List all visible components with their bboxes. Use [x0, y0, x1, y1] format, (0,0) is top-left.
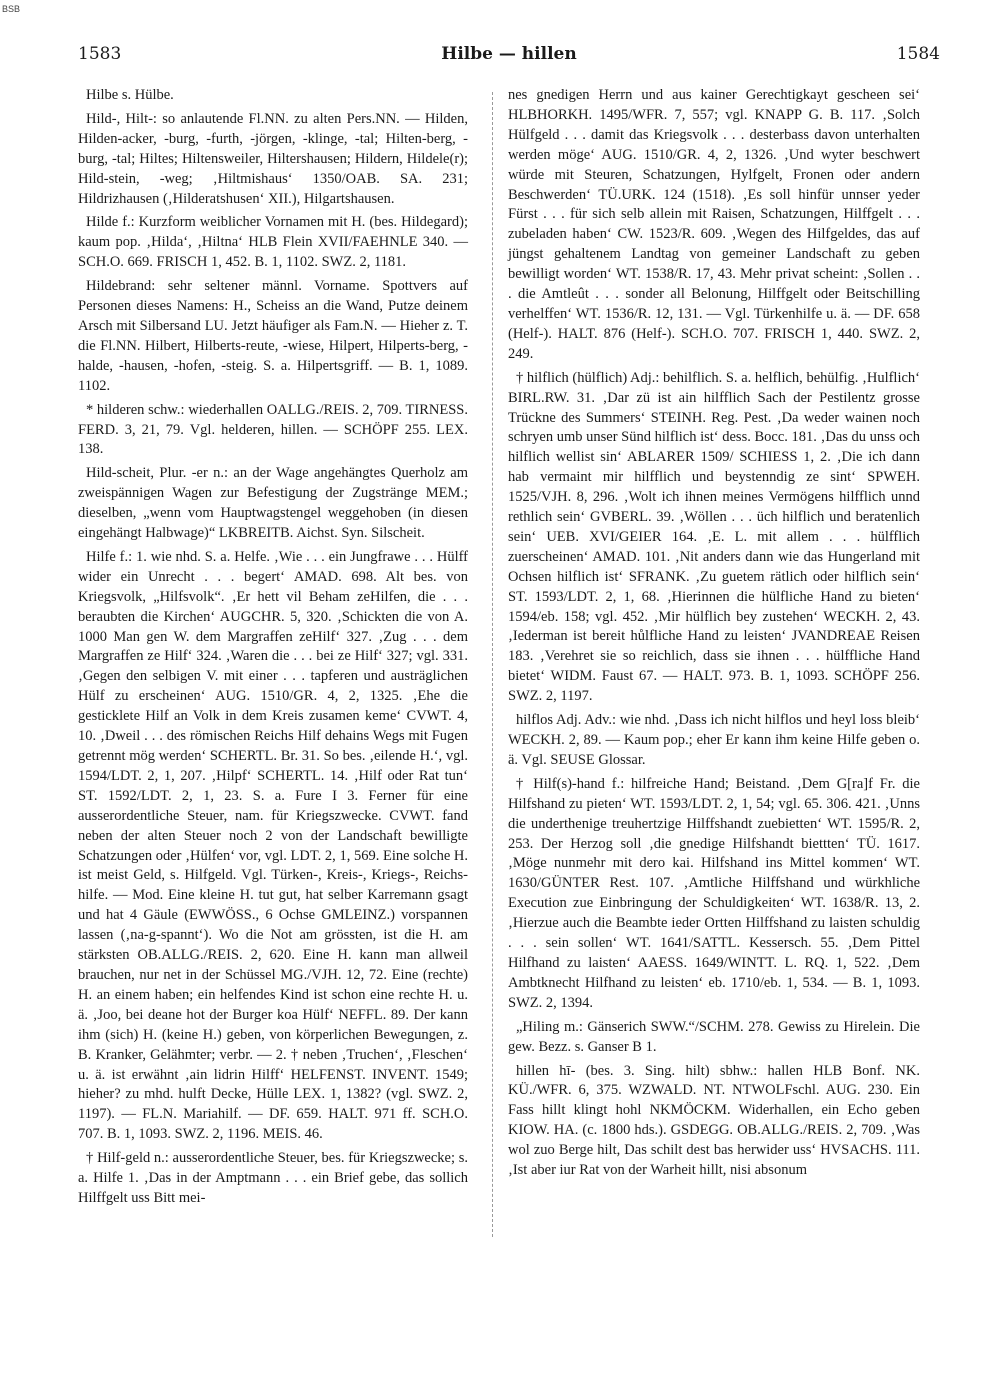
entry-hilfs-hand: † Hilf(s)-hand f.: hilfreiche Hand; Beistand. ‚Dem G[ra]f Fr. die Hilfshand zu pieten‘ WT. 1593/LDT. 2, 1, 54; vgl. 65. 306. 421. ‚Unns die underthenige treuhertzige Hilffshandt zuebietten‘ WT. 1595/R. 2, 253. Der Herzog soll ‚die gnedige Hilfshandt biettten‘ TÜ. 1617. ‚Möge nunmehr mit dero kai. Hilfshand ins Mittel kommen‘ WT. 1630/GÜNTER Rest. 107. ‚Amtliche Hilffshand und würkhliche Execution zue Einbringung der Schuldigkeiten‘ WT. 1638/R. 13, 2. ‚Hierzue auch die Beambte ieder Ortten Hilffshand zu laisten schuldig . . . sein sollen‘ WT. 1641/SATTL. Kessersch. 55. ‚Dem Pittel Hilfhand zu laisten‘ AAESS. 1649/WINTT. L. RQ. 1, 522. ‚Dem Ambtknecht Hilfhand zu leisten‘ eb. 1710/eb. 1, 534. — B. 1, 1093. SWZ. 2, 1394.	[508, 775, 920, 1011]
entry-hilflich: † hilflich (hülflich) Adj.: behilflich. S. a. helflich, behülfig. ‚Hulflich‘ BIRL.RW. 31. ‚Dar zü ist ain hilfflich Sach der Pestilentz grosse Trückne des Summers‘ STEINH. Reg. Pest. ‚Da weder wainen noch schryen umb unser Sünd hilflich ist‘ dess. Bocc. 181. ‚Das du unss och hilflich wellist sin‘ ABLARER 1509/ SCHIESS 1, 2. ‚Die ich dann hab vermaint mir hilfflich und beystenndig ze sint‘ SPWEH. 1525/VJH. 8, 296. ‚Wolt ich ihnen meines Vermögens hilfflich unnd rethlich sein‘ GVBERL. 39. ‚Wöllen . . . üch hilflich und beratenlich sein‘ UEB. XVI/GEIER 164. ‚E. L. mit allem . . . hülfflich zuerscheinen‘ AMAD. 101. ‚Nit anders dann wie das Hungerland mit Ochsen hilflich ist‘ SFRANK. ‚Zu guetem rätlich oder hilflich sein‘ ST. 1593/LDT. 2, 1, 68. ‚Hierinnen die hülfliche Hand zu bieten‘ 1594/eb. 158; vgl. 452. ‚Mir hülflich bey zustehen‘ WECKH. 2, 43. ‚Iederman ist bereit hůlfliche Hand zu leisten‘ JVANDREAE Reisen 183. ‚Verehret sie so reichlich, dass sie ihnen . . . hülffliche Hand bietet‘ WIDM. Faust 67. — HALT. 973. B. 1, 1093. SCHÖPF 256. SWZ. 2, 1197.	[508, 369, 920, 705]
entry-hilf-geld-continued: nes gnedigen Herrn und aus kainer Gerechtigkayt gescheen sei‘ HLBHORKH. 1495/WFR. 7, 557; vgl. KNAPP G. B. 117. ‚Solch Hülfgeld . . . damit das Kriegsvolk . . . desterbass davon unterhalten werden möge‘ AUG. 1510/GR. 4, 2, 1326. ‚Und wyter beschwert würde mit Steuren, Schatzungen, Hylfgelt, Fronen oder andern Beschwerden‘ TÜ.URK. 124 (1518). ‚Es soll hinfür unnser yeder Fürst . . . für sich selb allein mit Raisen, Schatzungen, Hilffgelt . . . zubeladen haben‘ CW. 1523/R. 609. ‚Wegen des Hilfgeldes, das auf jüngst gehaltenem Landtag von gemeiner Landschaft zu geben bewilligt worden‘ WT. 1538/R. 17, 43. Mehr privat scheint: ‚Sollen . . . die Amtleût . . . sonder all Belonung, Hilffgelt oder Beitschilling verhelffen‘ WT. 1536/R. 12, 131. — Vgl. Türkenhilfe u. ä. — DF. 658 (Helf-). HALT. 876 (Helf-). SCH.O. 707. FRISCH 1, 440. SWZ. 2, 249.	[508, 87, 920, 362]
entry-hillen: hillen hī- (bes. 3. Sing. hilt) sbhw.: hallen HLB Bonf. NK. KÜ./WFR. 6, 375. WZWALD. NT. NTWOLFschl. AUG. 230. Ein Fass hillt klingt hohl NKMÖCKM. Widerhallen, ein Echo geben KIOW. HA. (c. 1800 hds.). GSDEGG. OB.ALLG./REIS. 2, 709. ‚Was wol zuo Berge hilt, Das schilt dest bas herwider uss‘ HVSACHS. 111. ‚Ist aber iur Rat von der Warheit hillt, nisi absonum	[508, 1062, 920, 1179]
entry-hilbe: Hilbe s. Hülbe.	[86, 87, 174, 103]
entry-hilfe: Hilfe f.: 1. wie nhd. S. a. Helfe. ‚Wie . . . ein Jungfrawe . . . Hülff wider ein Unrecht . . . begert‘ AMAD. 698. Alt bes. von Kriegsvolk, „Hilfsvolk“. ‚Er hett vil Beham zeHilfen, die . . . beraubten die Kirchen‘ AUGCHR. 5, 320. ‚Schickten die von A. 1000 Man gen W. dem Margraffen zeHilf‘ 327. ‚Zug . . . dem Margraffen ze Hilf‘ 324. ‚Waren die . . . bei ze Hilf‘ 327; vgl. 331. ‚Gegen den selbigen V. mit einer . . . tapferen und austräglichen Hülf zu erscheinen‘ AUG. 1510/GR. 4, 2, 1325. ‚Ehe die gesticklete Hilf an Volk in dem Kreis zusamen keme‘ CVWT. 4, 10. ‚Dweil . . . des römischen Reichs Hilf dehains Wegs mit Fugen getrennt mög werden‘ SCHERTL. Br. 31. So bes. ‚eilende H.‘, vgl. 1594/LDT. 2, 1, 207. ‚Hilpf‘ SCHERTL. 14. ‚Hilf oder Rat tun‘ ST. 1592/LDT. 2, 1, 23. S. a. Fure I 3. Ferner für eine ausserordentliche Steuer, nam. für Kriegszwecke. CVWT. fand neben der alten Steuer noch 2 von der Landschaft bewilligte Schatzungen oder ‚Hülfen‘ vor, vgl. LDT. 2, 1, 569. Eine solche H. ist meist Geld, s. Hilfgeld. Vgl. Türken-, Kreis-, Kriegs-, Reichs-hilfe. — Mod. Eine kleine H. tut gut, hat selber Karremann gsagt und hat 4 Gäule (EWWÖSS., 6 Ochse GMLEINZ.) vorspannen lassen (‚na-g-spannt‘). Wo die Not am grössten, ist die H. am stärksten OB.ALLG./REIS. 2, 620. Eine H. kann man allweil brauchen, nur net in der Schüssel MG./VJH. 12, 72. Eine (rechte) H. an einem haben; ein helfendes Kind ist schon eine rechte H. u. ä. ‚Joo, bei deane hot der Burger koa Hülf‘ NEFFL. 89. Der kann ihm (sich) H. (keine H.) geben, von körperlichen Bewegungen, z. B. Kranker, Gelähmter; verbr. — 2. † neben ‚Truchen‘, ‚Fleschen‘ u. ä. ist erwähnt ‚ain lidrin Hilff‘ HELFENST. INVENT. 1549; hieher? zu mhd. hulft Decke, Hülle LEX. 1, 1382? (vgl. SWZ. 2, 1197). — FL.N. Mariahilf. — DF. 659. HALT. 971 ff. SCH.O. 707. B. 1, 1093. SWZ. 2, 1196. MEIS. 46.	[78, 548, 468, 1143]
entry-hilderen: * hilderen schw.: wiederhallen OALLG./REIS. 2, 709. TIRNESS. FERD. 3, 21, 79. Vgl. helderen, hillen. — SCHÖPF 255. LEX. 138.	[78, 401, 468, 458]
column-divider	[492, 92, 493, 1237]
running-head	[78, 44, 940, 74]
library-stamp: BSB	[2, 4, 21, 14]
entry-hilflos: hilflos Adj. Adv.: wie nhd. ‚Dass ich nicht hilflos und heyl loss bleib‘ WECKH. 2, 89. — Kaum pop.; eher Er kann ihm keine Hilfe geben o. ä. Vgl. SEUSE Glossar.	[508, 712, 920, 768]
entry-hilde: Hilde f.: Kurzform weiblicher Vornamen mit H. (bes. Hildegard); kaum pop. ‚Hilda‘, ‚Hiltna‘ HLB Flein XVII/FAEHNLE 340. — SCH.O. 669. FRISCH 1, 452. B. 1, 1102. SWZ. 2, 1181.	[78, 214, 468, 271]
entry-hild: Hild-, Hilt-: so anlautende Fl.NN. zu alten Pers.NN. — Hilden, Hilden-acker, -burg, -furth, -jörgen, -klinge, -tal; Hilten-berg, -burg, -tal; Hiltes; Hiltensweiler, Hiltershausen; Hildern, Hildele(r); Hild-stein, -weg; ‚Hiltmishaus‘ 1350/OAB. SA. 231; Hildrizhausen (‚Hilderatshusen‘ XII.), Hilgartshausen.	[78, 110, 468, 207]
page-number-left: 1583	[78, 44, 122, 64]
right-column	[508, 86, 920, 1185]
page-title: Hilbe — hillen	[441, 44, 577, 64]
left-column	[78, 86, 468, 1213]
entry-hildebrand: Hildebrand: sehr seltener männl. Vorname. Spottvers auf Personen dieses Namens: H., Scheiss an die Wand, Putze deinem Arsch mit Silbersand LU. Jetzt häufiger als Fam.N. — Hieher z. T. die Fl.NN. Hilbert, Hilberts-reute, -wiese, Hilpert, Hilperts-berg, -halde, -hausen, -hofen, -steig. S. a. Hilpertsgriff. — B. 1, 1089. 1102.	[78, 278, 468, 394]
page-number-right: 1584	[896, 44, 940, 64]
entry-hilf-geld: † Hilf-geld n.: ausserordentliche Steuer, bes. für Kriegszwecke; s. a. Hilfe 1. ‚Das in der Amptmann . . . ein Brief gebe, das sollich Hilffgelt uss Bitt mei-	[78, 1150, 468, 1206]
entry-hiling: „Hiling m.: Gänserich SWW.“/SCHM. 278. Gewiss zu Hirelein. Die gew. Bezz. s. Ganser B 1.	[508, 1018, 920, 1055]
entry-hild-scheit: Hild-scheit, Plur. -er n.: an der Wage angehängtes Querholz am zweispännigen Wagen zur Befestigung der Zugstränge MEM.; dieselben, „wenn vom Hauptwagstengel weggehoben (in diesen eingehängt Halbwage)“ LKBREITB. Aichst. Syn. Silscheit.	[78, 465, 468, 542]
